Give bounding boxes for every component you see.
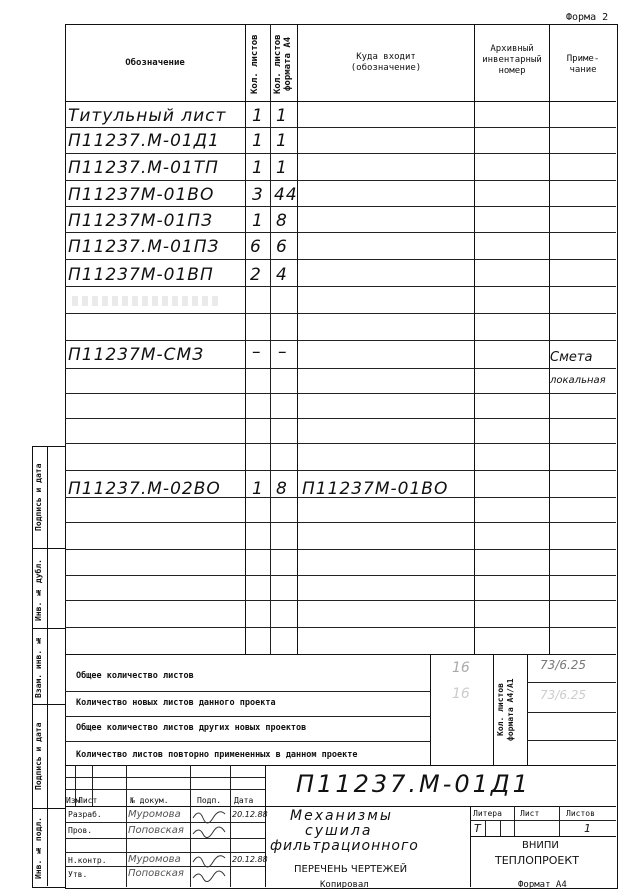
- summary-side-label: Кол. листов формата А4/А1: [496, 678, 515, 742]
- table-row-line: [65, 600, 616, 601]
- tb-col-date: Дата: [234, 796, 254, 805]
- col-header-designation: Обозначение: [125, 58, 185, 68]
- tb-nkontr: Н.контр.: [68, 856, 107, 865]
- row-3-a4: 1: [276, 158, 288, 178]
- table-row-line: [65, 575, 616, 576]
- tb-title-hand-2: сушила: [305, 823, 373, 839]
- row-10-a4: 8: [276, 479, 288, 499]
- row-10-designation: П11237.М-02ВО: [68, 479, 221, 499]
- summary-total-a: 16: [452, 660, 470, 676]
- row-4-sheets: 3: [252, 185, 264, 205]
- tb-prov: Пров.: [68, 826, 93, 835]
- row-5-a4: 8: [276, 211, 288, 231]
- table-row-line: [65, 522, 616, 523]
- row-10-sheets: 1: [252, 479, 264, 499]
- row-1-designation: Титульный лист: [68, 106, 227, 126]
- row-9-note: локальная: [550, 375, 606, 386]
- row-2-a4: 1: [276, 131, 288, 151]
- side-stamp-sign-date-2: Подпись и дата: [34, 722, 43, 790]
- col-header-sheets-a4: Кол. листов формата А4: [273, 34, 293, 94]
- table-row-line: [65, 180, 616, 181]
- row-8-designation: П11237М-СМЗ: [68, 345, 205, 365]
- table-row-line: [65, 549, 616, 550]
- summary-reused-label: Количество листов повторно примененных в данном проекте: [76, 750, 358, 760]
- signature-marks: [190, 806, 230, 886]
- tb-doc-title: ПЕРЕЧЕНЬ ЧЕРТЕЖЕЙ: [294, 864, 408, 875]
- table-row-line: [65, 368, 616, 369]
- summary-total-b: 73/6.25: [540, 658, 587, 672]
- side-stamp-inv-podl: Инв. № подл.: [34, 817, 43, 879]
- table-row-line: [65, 627, 616, 628]
- row-8-a4: –: [278, 342, 288, 362]
- row-3-sheets: 1: [252, 158, 264, 178]
- summary-new-b: 73/6.25: [540, 688, 587, 702]
- footer-copied: Копировал: [320, 880, 369, 890]
- row-7-sheets: 2: [250, 265, 262, 285]
- tb-date-1: 20.12.88: [232, 810, 268, 819]
- row-6-designation: П11237.М-01ПЗ: [68, 237, 220, 257]
- tb-org-1: ВНИПИ: [522, 840, 559, 851]
- table-row-line: [65, 470, 616, 471]
- table-row-line: [65, 443, 616, 444]
- tb-litera-val: Т: [474, 822, 481, 835]
- tb-col-doc: № докум.: [130, 796, 169, 805]
- table-row-line: [65, 206, 616, 207]
- row-1-sheets: 1: [252, 106, 264, 126]
- row-8-note: Смета: [550, 350, 593, 365]
- tb-utv-name: Поповская: [128, 868, 184, 879]
- tb-listov: Листов: [566, 809, 595, 818]
- row-3-designation: П11237.М-01ТП: [68, 158, 219, 178]
- tb-litera: Литера: [473, 809, 502, 818]
- table-row-line: [65, 393, 616, 394]
- tb-title-hand-1: Механизмы: [290, 808, 393, 824]
- tb-razrab: Разраб.: [68, 810, 102, 819]
- col-header-archive: Архивный инвентарный номер: [482, 44, 542, 76]
- summary-other-label: Общее количество листов других новых проектов: [76, 723, 307, 733]
- table-row-line: [65, 313, 616, 314]
- summary-new-a: 16: [452, 686, 470, 702]
- tb-list: Лист: [520, 809, 540, 818]
- tb-prov-name: Поповская: [128, 825, 184, 836]
- row-6-a4: 6: [276, 237, 288, 257]
- table-row-line: [65, 127, 616, 128]
- row-5-designation: П11237М-01ПЗ: [68, 211, 213, 231]
- tb-org-2: ТЕПЛОПРОЕКТ: [495, 854, 579, 867]
- footer-format: Формат А4: [518, 880, 567, 890]
- table-row-line: [65, 153, 616, 154]
- tb-code: П11237.М-01Д1: [296, 770, 531, 798]
- summary-new-label: Количество новых листов данного проекта: [76, 698, 276, 708]
- table-row-line: [65, 286, 616, 287]
- erased-entry: [72, 296, 222, 306]
- row-4-designation: П11237М-01ВО: [68, 185, 215, 205]
- col-header-note: Приме- чание: [566, 54, 600, 75]
- row-2-designation: П11237.М-01Д1: [68, 131, 220, 151]
- tb-col-list: Лист: [78, 796, 98, 805]
- tb-razrab-name: Муромова: [128, 809, 181, 820]
- row-2-sheets: 1: [252, 131, 264, 151]
- row-8-sheets: –: [252, 342, 262, 362]
- row-4-a4: 44: [274, 185, 298, 205]
- row-6-sheets: 6: [250, 237, 262, 257]
- tb-title-hand-3: фильтрационного: [270, 838, 419, 854]
- tb-listov-val: 1: [584, 822, 591, 835]
- row-5-sheets: 1: [252, 211, 264, 231]
- col-header-sheets: Кол. листов: [250, 34, 260, 94]
- form-label: Форма 2: [566, 12, 609, 23]
- summary-total-label: Общее количество листов: [76, 671, 194, 681]
- row-1-a4: 1: [276, 106, 288, 126]
- tb-date-2: 20.12.88: [232, 855, 268, 864]
- table-row-line: [65, 259, 616, 260]
- row-7-a4: 4: [276, 265, 288, 285]
- tb-col-izm: Изм: [66, 796, 81, 805]
- col-header-where-used: Куда входит (обозначение): [350, 52, 422, 73]
- tb-nkontr-name: Муромова: [128, 854, 181, 865]
- table-row-line: [65, 232, 616, 233]
- side-stamp-inv-dubl: Инв. № дубл.: [34, 559, 43, 621]
- table-row-line: [65, 418, 616, 419]
- side-stamp-sign-date-1: Подпись и дата: [34, 463, 43, 531]
- tb-col-sign: Подп.: [197, 796, 222, 805]
- row-10-where: П11237М-01ВО: [302, 479, 449, 499]
- table-row-line: [65, 340, 616, 341]
- row-7-designation: П11237М-01ВП: [68, 265, 214, 285]
- side-stamp-vzam-inv: Взам. инв. №: [34, 636, 43, 698]
- tb-utv: Утв.: [68, 870, 88, 879]
